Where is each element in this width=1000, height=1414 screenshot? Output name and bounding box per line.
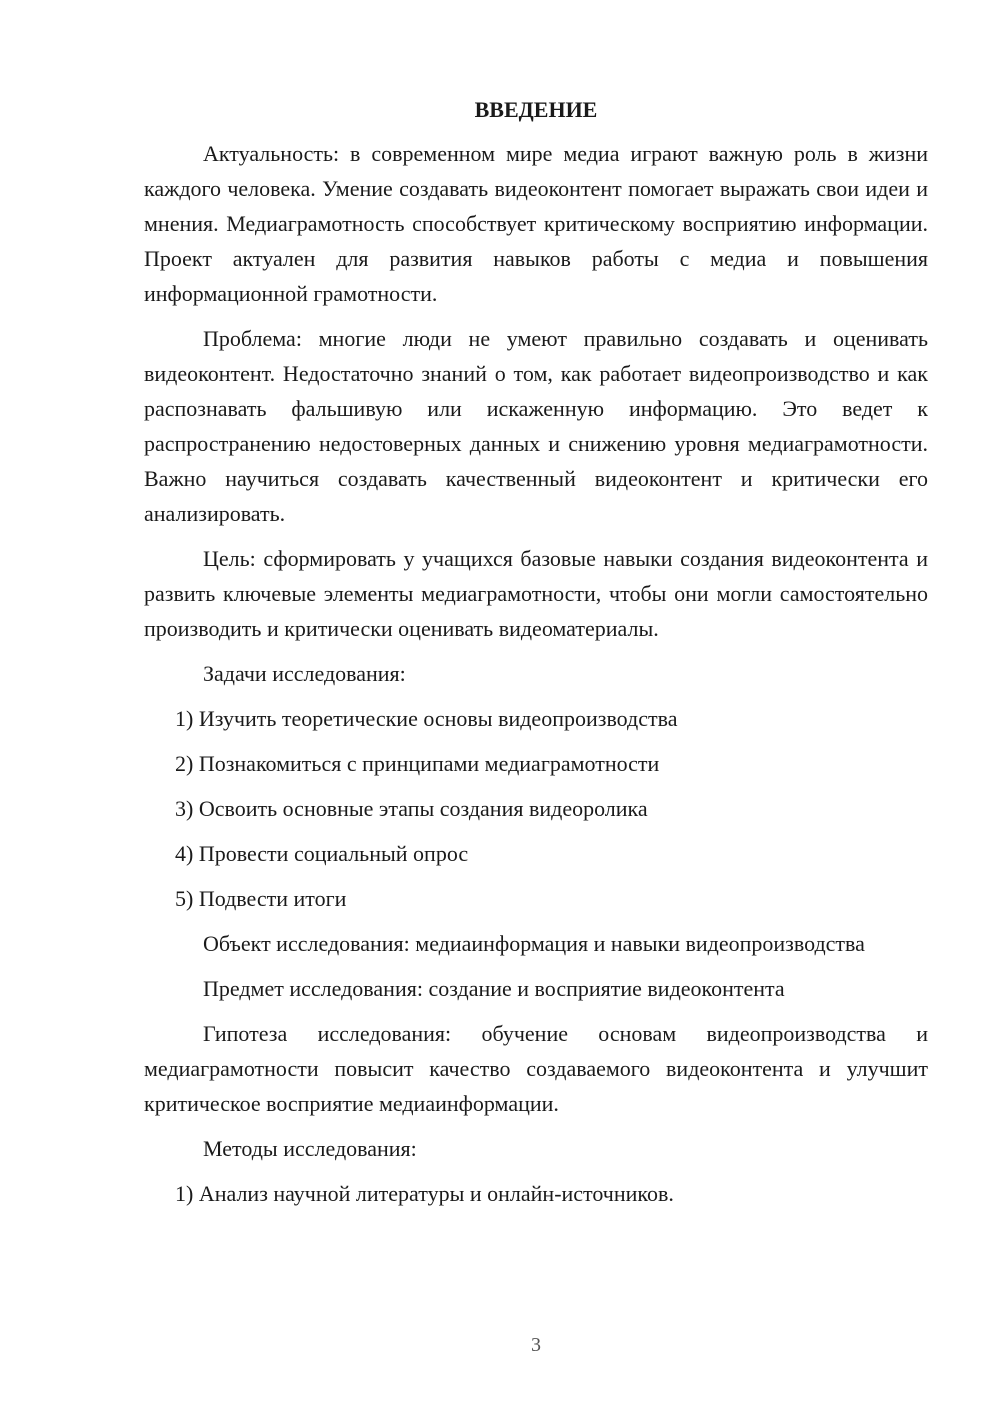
method-item: 1) Анализ научной литературы и онлайн-источников. bbox=[175, 1181, 674, 1206]
task-item: 1) Изучить теоретические основы видеопроизводства bbox=[175, 706, 678, 731]
page-content bbox=[144, 90, 928, 1221]
task-item: 3) Освоить основные этапы создания видеоролика bbox=[175, 796, 648, 821]
tasks-heading: Задачи исследования: bbox=[203, 661, 406, 686]
paragraph-subject: Предмет исследования: создание и восприятие видеоконтента bbox=[203, 976, 785, 1001]
paragraph-hypothesis: Гипотеза исследования: обучение основам видеопроизводства и медиаграмотности повысит качество создаваемого видеоконтента и улучшит критическое восприятие медиаинформации. bbox=[144, 1021, 928, 1116]
page-number: 3 bbox=[531, 1334, 541, 1356]
methods-heading: Методы исследования: bbox=[203, 1136, 417, 1161]
task-item: 2) Познакомиться с принципами медиаграмотности bbox=[175, 751, 660, 776]
task-item: 5) Подвести итоги bbox=[175, 886, 347, 911]
task-item: 4) Провести социальный опрос bbox=[175, 841, 469, 866]
page-title: ВВЕДЕНИЕ bbox=[474, 97, 598, 122]
paragraph-object: Объект исследования: медиаинформация и навыки видеопроизводства bbox=[203, 931, 865, 956]
paragraph-relevance: Актуальность: в современном мире медиа играют важную роль в жизни каждого человека. Умение создавать видеоконтент помогает выражать свои идеи и мнения. Медиаграмотность способствует критическому восприятию информации. Проект актуален для развития навыков работы с медиа и повышения информационной грамотности. bbox=[144, 141, 928, 306]
paragraph-goal: Цель: сформировать у учащихся базовые навыки создания видеоконтента и развить ключевые элементы медиаграмотности, чтобы они могли самостоятельно производить и критически оценивать видеоматериалы. bbox=[144, 546, 928, 641]
paragraph-problem: Проблема: многие люди не умеют правильно создавать и оценивать видеоконтент. Недостаточно знаний о том, как работает видеопроизводство и как распознавать фальшивую или искаженную информацию. Это ведет к распространению недостоверных данных и снижению уровня медиаграмотности. Важно научиться создавать качественный видеоконтент и критически его анализировать. bbox=[144, 326, 928, 526]
